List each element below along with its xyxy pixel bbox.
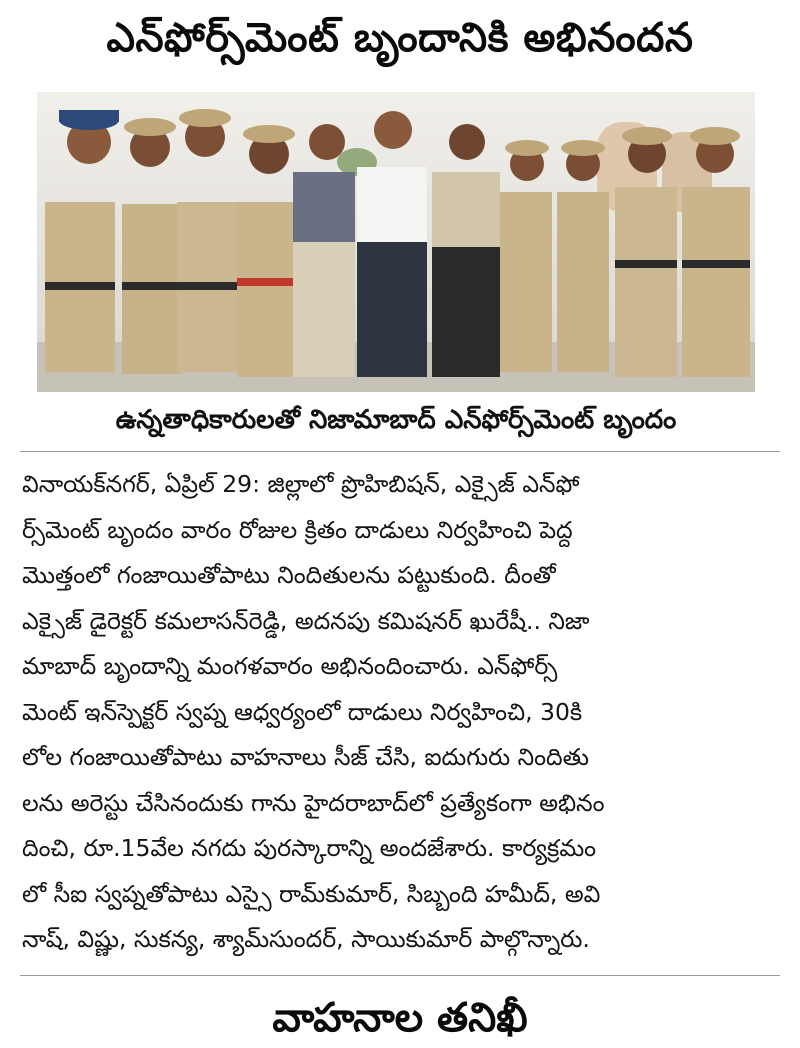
article-line: మెంట్ ఇన్‌స్పెక్టర్ స్వప్న ఆధ్వర్యంలో దాడులు నిర్వహించి, 30కి (22, 697, 583, 726)
next-article-headline: వాహనాల తనిఖీ (272, 995, 528, 1041)
article-line: నాష్, విష్ణు, సుకన్య, శ్యామ్‌సుందర్, సాయికుమార్ పాల్గొన్నారు. (22, 925, 590, 953)
article-line: వినాయక్‌నగర్, ఏప్రిల్ 29: జిల్లాలో ప్రొహిబిషన్, ఎక్సైజ్ ఎన్‌ఫో (22, 470, 580, 498)
article-body (22, 462, 778, 963)
photo-caption: ఉన్నతాధికారులతో నిజామాబాద్ ఎన్‌ఫోర్స్‌మెంట్ బృందం (115, 405, 677, 435)
article-divider (20, 975, 780, 976)
article-line: లను అరెస్టు చేసినందుకు గాను హైదరాబాద్‌లో ప్రత్యేకంగా అభినం (22, 788, 605, 817)
article-line: ర్స్‌మెంట్ బృందం వారం రోజుల క్రితం దాడులు నిర్వహించి పెద్ద (22, 515, 573, 544)
article-line: దించి, రూ.15వేల నగదు పురస్కారాన్ని అందజేశారు. కార్యక్రమం (22, 834, 597, 862)
article-headline: ఎన్‌ఫోర్స్‌మెంట్ బృందానికి అభినందన (106, 15, 694, 61)
article-line: లోల గంజాయితోపాటు వాహనాలు సీజ్ చేసి, ఐదుగురు నిందితు (22, 743, 590, 771)
group-photo (37, 92, 755, 392)
caption-divider (20, 451, 780, 452)
article-line: మొత్తంలో గంజాయితోపాటు నిందితులను పట్టుకుంది. దీంతో (22, 561, 556, 589)
article-line: ఎక్సైజ్ డైరెక్టర్ కమలాసన్‌రెడ్డి, అదనపు కమిషనర్ ఖురేషీ.. నిజా (22, 606, 590, 635)
article-line: మాబాద్ బృందాన్ని మంగళవారం అభినందించారు. ఎన్‌ఫోర్స్ (22, 652, 558, 680)
article-line: లో సీఐ స్వప్నతోపాటు ఎస్సై రామ్‌కుమార్, సిబ్బంది హమీద్, అవి (22, 879, 601, 908)
group-photo-illustration (37, 92, 755, 392)
